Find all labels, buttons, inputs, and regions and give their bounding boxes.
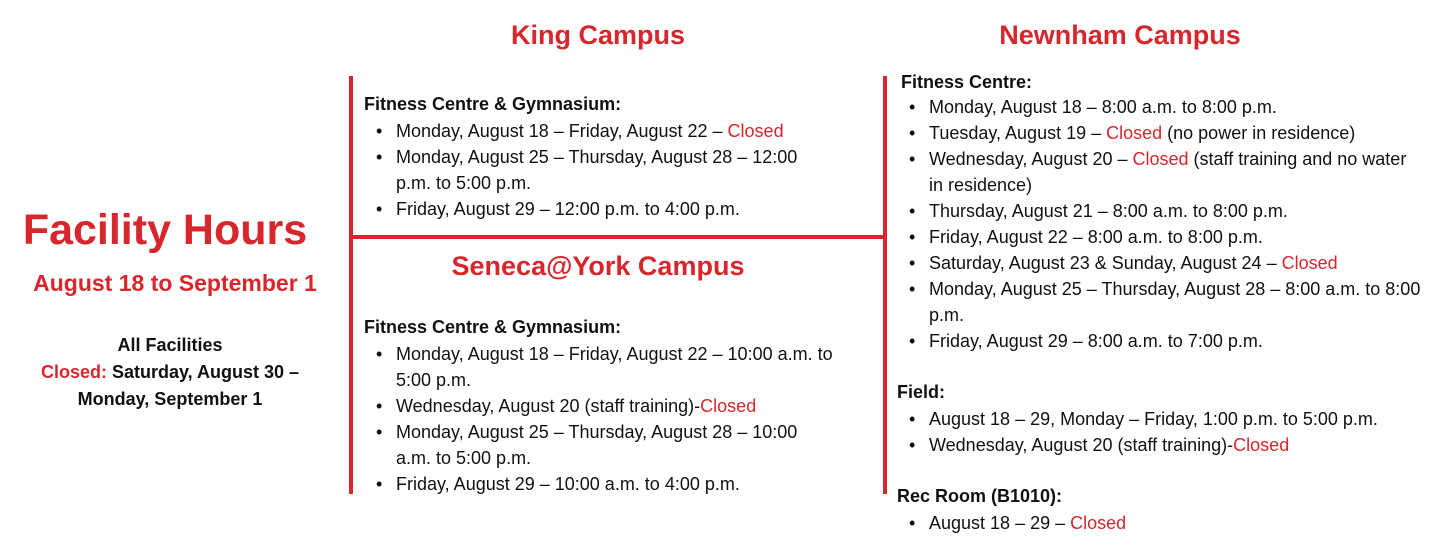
item-text: August 18 – 29 – [929, 513, 1071, 533]
date-range-subtitle: August 18 to September 1 [33, 270, 317, 296]
item-text: Saturday, August 23 & Sunday, August 24 – [929, 253, 1282, 273]
king-hours-list [364, 118, 834, 222]
item-text: Monday, August 18 – 8:00 a.m. to 8:00 p.m. [929, 97, 1277, 117]
newnham-field-heading: Field: [897, 382, 945, 402]
closed-status: Closed [727, 121, 784, 141]
list-item [364, 393, 834, 419]
list-item [897, 250, 1422, 276]
newnham-campus-section [897, 72, 1422, 536]
newnham-rec-list [897, 510, 1422, 536]
item-text: Monday, August 25 – Thursday, August 28 – 12:00 p.m. to 5:00 p.m. [396, 147, 798, 193]
list-item [897, 510, 1422, 536]
item-text: Wednesday, August 20 (staff training)- [396, 396, 701, 416]
item-text: Friday, August 29 – 10:00 a.m. to 4:00 p.m. [396, 474, 740, 494]
item-text: Monday, August 18 – Friday, August 22 – [396, 121, 728, 141]
all-facilities-label: All Facilities [117, 335, 223, 355]
york-campus-section [364, 317, 864, 497]
list-item [364, 419, 834, 471]
closed-line-1 [0, 359, 340, 386]
list-item [897, 406, 1422, 432]
list-item [364, 341, 834, 393]
item-note: (staff training and no water in residence) [929, 149, 1407, 195]
list-item [897, 276, 1422, 328]
list-item [364, 471, 834, 497]
item-note: (no power in residence) [1162, 123, 1356, 143]
item-text: Thursday, August 21 – 8:00 a.m. to 8:00 p.m. [929, 201, 1288, 221]
list-item [897, 224, 1422, 250]
right-divider [883, 76, 887, 494]
newnham-fitness-heading: Fitness Centre: [901, 72, 1033, 92]
king-campus-title: King Campus [510, 20, 685, 50]
closed-status: Closed [1070, 513, 1127, 533]
list-item [364, 118, 834, 144]
list-item [897, 146, 1422, 198]
closed-text-1: Saturday, August 30 – [111, 362, 300, 382]
closed-status: Closed [1281, 253, 1338, 273]
item-text: Friday, August 29 – 8:00 a.m. to 7:00 p.m. [929, 331, 1263, 351]
york-section-heading: Fitness Centre & Gymnasium: [364, 317, 622, 337]
york-campus-title: Seneca@York Campus [451, 251, 745, 281]
item-text: Wednesday, August 20 – [929, 149, 1133, 169]
item-text: Friday, August 29 – 12:00 p.m. to 4:00 p.m. [396, 199, 740, 219]
list-item [897, 198, 1422, 224]
york-hours-list [364, 341, 834, 497]
closed-status: Closed [1233, 435, 1290, 455]
list-item [364, 144, 834, 196]
closed-status: Closed [700, 396, 757, 416]
closed-text-2: Monday, September 1 [77, 389, 263, 409]
middle-divider [349, 235, 887, 239]
item-text: Monday, August 25 – Thursday, August 28 – 8:00 a.m. to 8:00 p.m. [929, 279, 1421, 325]
closed-status: Closed [1132, 149, 1189, 169]
left-divider [349, 76, 353, 494]
item-text: Wednesday, August 20 (staff training)- [929, 435, 1234, 455]
newnham-campus-title: Newnham Campus [999, 20, 1241, 50]
newnham-field-list [897, 406, 1422, 458]
page-title: Facility Hours [22, 206, 308, 254]
closed-label: Closed: [40, 362, 107, 382]
closed-status: Closed [1106, 123, 1163, 143]
newnham-rec-heading: Rec Room (B1010): [897, 486, 1063, 506]
list-item [897, 120, 1422, 146]
list-item [897, 94, 1422, 120]
item-text: Monday, August 25 – Thursday, August 28 – 10:00 a.m. to 5:00 p.m. [396, 422, 798, 468]
king-campus-section [364, 94, 864, 222]
item-text: August 18 – 29, Monday – Friday, 1:00 p.m. to 5:00 p.m. [929, 409, 1378, 429]
item-text: Friday, August 22 – 8:00 a.m. to 8:00 p.m. [929, 227, 1263, 247]
list-item [897, 328, 1422, 354]
item-text: Tuesday, August 19 – [929, 123, 1107, 143]
list-item [897, 432, 1422, 458]
list-item [364, 196, 834, 222]
item-text: Monday, August 18 – Friday, August 22 – 10:00 a.m. to 5:00 p.m. [396, 344, 833, 390]
newnham-fitness-list [897, 94, 1422, 354]
all-facilities-notice [0, 332, 340, 413]
king-section-heading: Fitness Centre & Gymnasium: [364, 94, 622, 114]
